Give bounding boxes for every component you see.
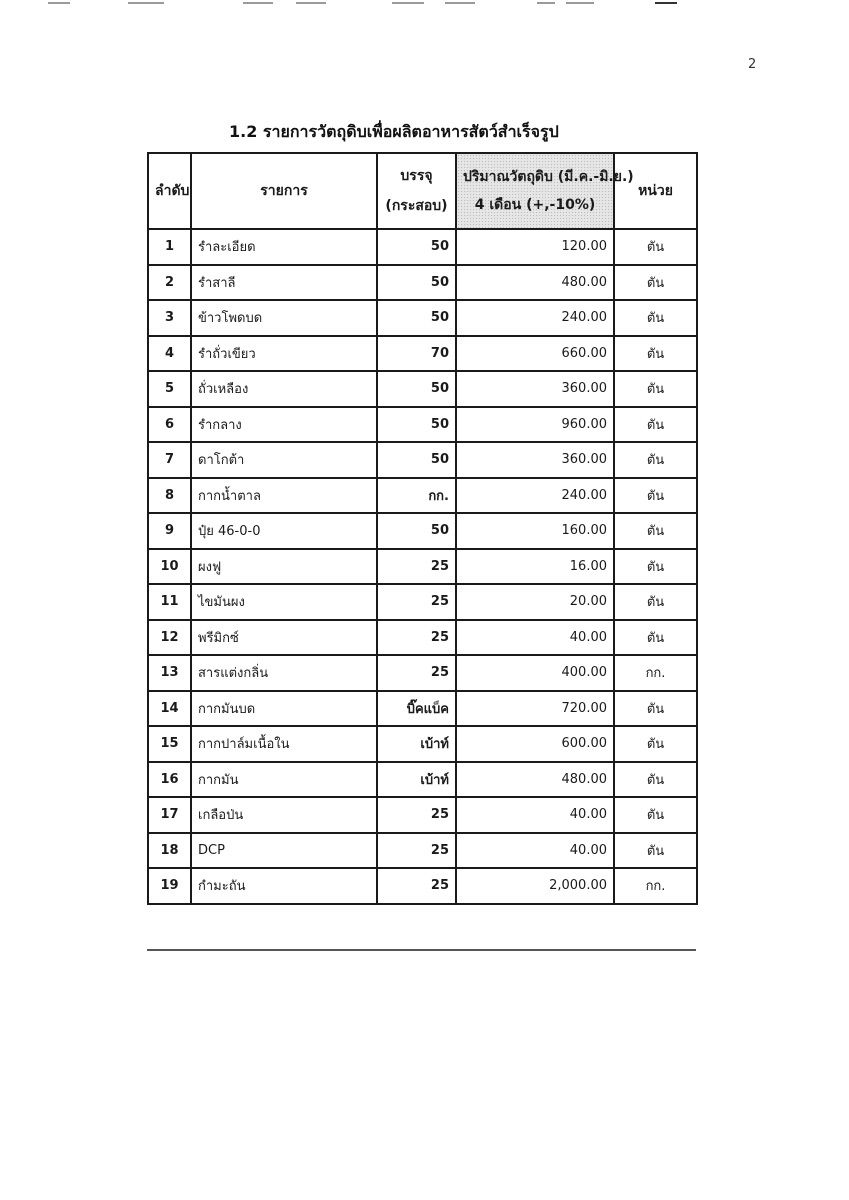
cell-seq: 3	[148, 300, 191, 336]
cell-pack: 50	[377, 513, 456, 549]
table-row	[148, 655, 697, 691]
cell-qty: 240.00	[456, 300, 614, 336]
cell-seq: 8	[148, 478, 191, 514]
header-qty-line1: ปริมาณวัตถุดิบ (มี.ค.-มิ.ย.)	[463, 169, 634, 185]
cell-qty: 20.00	[456, 584, 614, 620]
cell-pack: 70	[377, 336, 456, 372]
cell-seq: 7	[148, 442, 191, 478]
cell-unit: ตัน	[614, 797, 697, 833]
cell-pack: กก.	[377, 478, 456, 514]
cell-pack: 50	[377, 371, 456, 407]
table-row	[148, 762, 697, 798]
cell-pack: 25	[377, 620, 456, 656]
cell-item: รำสาลี	[191, 265, 377, 301]
cell-unit: กก.	[614, 655, 697, 691]
scan-mark	[392, 2, 424, 4]
cell-pack: 50	[377, 442, 456, 478]
cell-unit: ตัน	[614, 336, 697, 372]
cell-seq: 5	[148, 371, 191, 407]
cell-unit: ตัน	[614, 726, 697, 762]
cell-item: ข้าวโพดบด	[191, 300, 377, 336]
cell-qty: 720.00	[456, 691, 614, 727]
cell-seq: 11	[148, 584, 191, 620]
table-row	[148, 620, 697, 656]
cell-item: กำมะถัน	[191, 868, 377, 904]
cell-unit: ตัน	[614, 371, 697, 407]
cell-qty: 480.00	[456, 762, 614, 798]
scan-mark	[537, 2, 555, 4]
cell-pack: 25	[377, 868, 456, 904]
cell-qty: 660.00	[456, 336, 614, 372]
cell-seq: 6	[148, 407, 191, 443]
header-qty-line2: 4 เดือน (+,-10%)	[474, 197, 596, 213]
cell-qty: 40.00	[456, 620, 614, 656]
cell-pack: 50	[377, 229, 456, 265]
cell-item: รำละเอียด	[191, 229, 377, 265]
cell-item: พรีมิกซ์	[191, 620, 377, 656]
table-row	[148, 229, 697, 265]
table-row	[148, 868, 697, 904]
cell-seq: 1	[148, 229, 191, 265]
cell-pack: 25	[377, 833, 456, 869]
header-pack-line2: (กระสอบ)	[385, 198, 448, 214]
cell-pack: เบ้าท์	[377, 762, 456, 798]
cell-seq: 19	[148, 868, 191, 904]
cell-seq: 15	[148, 726, 191, 762]
cell-seq: 18	[148, 833, 191, 869]
cell-unit: ตัน	[614, 265, 697, 301]
table-bottom-rule	[147, 949, 696, 951]
cell-item: รำกลาง	[191, 407, 377, 443]
cell-unit: ตัน	[614, 762, 697, 798]
cell-item: ปุ๋ย 46-0-0	[191, 513, 377, 549]
cell-seq: 12	[148, 620, 191, 656]
scan-mark	[128, 2, 164, 4]
scan-mark	[445, 2, 475, 4]
cell-seq: 17	[148, 797, 191, 833]
cell-unit: ตัน	[614, 620, 697, 656]
cell-qty: 16.00	[456, 549, 614, 585]
cell-item: เกลือป่น	[191, 797, 377, 833]
cell-qty: 400.00	[456, 655, 614, 691]
header-pack	[377, 153, 456, 229]
cell-qty: 480.00	[456, 265, 614, 301]
cell-seq: 9	[148, 513, 191, 549]
cell-pack: 25	[377, 655, 456, 691]
cell-qty: 960.00	[456, 407, 614, 443]
cell-item: กากน้ำตาล	[191, 478, 377, 514]
cell-item: ดาโกต้า	[191, 442, 377, 478]
scan-mark	[296, 2, 326, 4]
cell-item: DCP	[191, 833, 377, 869]
header-qty	[456, 153, 634, 229]
cell-seq: 16	[148, 762, 191, 798]
cell-qty: 240.00	[456, 478, 614, 514]
table-row	[148, 442, 697, 478]
cell-item: รำถั่วเขียว	[191, 336, 377, 372]
cell-item: กากมันบด	[191, 691, 377, 727]
table-row	[148, 478, 697, 514]
table-row	[148, 549, 697, 585]
scan-mark	[655, 2, 677, 4]
cell-seq: 13	[148, 655, 191, 691]
cell-pack: 25	[377, 797, 456, 833]
cell-pack: 25	[377, 549, 456, 585]
cell-unit: ตัน	[614, 442, 697, 478]
cell-pack: บิ๊คแบ็ค	[377, 691, 456, 727]
cell-pack: 25	[377, 584, 456, 620]
cell-qty: 120.00	[456, 229, 614, 265]
table-row	[148, 513, 697, 549]
raw-materials-table	[147, 152, 698, 905]
header-seq: ลำดับ	[148, 153, 191, 229]
table-row	[148, 371, 697, 407]
cell-seq: 4	[148, 336, 191, 372]
cell-item: กากมัน	[191, 762, 377, 798]
cell-qty: 160.00	[456, 513, 614, 549]
table-row	[148, 797, 697, 833]
cell-unit: ตัน	[614, 584, 697, 620]
cell-item: กากปาล์มเนื้อใน	[191, 726, 377, 762]
cell-unit: ตัน	[614, 229, 697, 265]
cell-unit: กก.	[614, 868, 697, 904]
header-unit: หน่วย	[614, 153, 697, 229]
cell-qty: 360.00	[456, 371, 614, 407]
cell-item: ถั่วเหลือง	[191, 371, 377, 407]
table-row	[148, 265, 697, 301]
cell-qty: 2,000.00	[456, 868, 614, 904]
cell-pack: 50	[377, 300, 456, 336]
section-title: 1.2 รายการวัตถุดิบเพื่อผลิตอาหารสัตว์สำเร็จรูป	[229, 122, 559, 141]
cell-pack: 50	[377, 407, 456, 443]
cell-pack: เบ้าท์	[377, 726, 456, 762]
cell-unit: ตัน	[614, 691, 697, 727]
header-pack-line1: บรรจุ	[400, 168, 433, 184]
cell-unit: ตัน	[614, 478, 697, 514]
cell-item: สารแต่งกลิ่น	[191, 655, 377, 691]
cell-pack: 50	[377, 265, 456, 301]
scan-mark	[243, 2, 273, 4]
table-row	[148, 584, 697, 620]
cell-unit: ตัน	[614, 549, 697, 585]
cell-seq: 2	[148, 265, 191, 301]
table-row	[148, 336, 697, 372]
table-header-row	[148, 153, 697, 229]
cell-qty: 600.00	[456, 726, 614, 762]
cell-item: ไขมันผง	[191, 584, 377, 620]
cell-qty: 40.00	[456, 797, 614, 833]
cell-unit: ตัน	[614, 833, 697, 869]
cell-seq: 14	[148, 691, 191, 727]
page-number: 2	[748, 57, 757, 72]
cell-unit: ตัน	[614, 300, 697, 336]
table-row	[148, 726, 697, 762]
cell-unit: ตัน	[614, 407, 697, 443]
cell-seq: 10	[148, 549, 191, 585]
scan-mark	[48, 2, 70, 4]
cell-qty: 360.00	[456, 442, 614, 478]
table-row	[148, 300, 697, 336]
table-row	[148, 833, 697, 869]
table-row	[148, 407, 697, 443]
scan-mark	[566, 2, 594, 4]
cell-unit: ตัน	[614, 513, 697, 549]
header-item: รายการ	[191, 153, 377, 229]
table-row	[148, 691, 697, 727]
cell-qty: 40.00	[456, 833, 614, 869]
cell-item: ผงฟู	[191, 549, 377, 585]
